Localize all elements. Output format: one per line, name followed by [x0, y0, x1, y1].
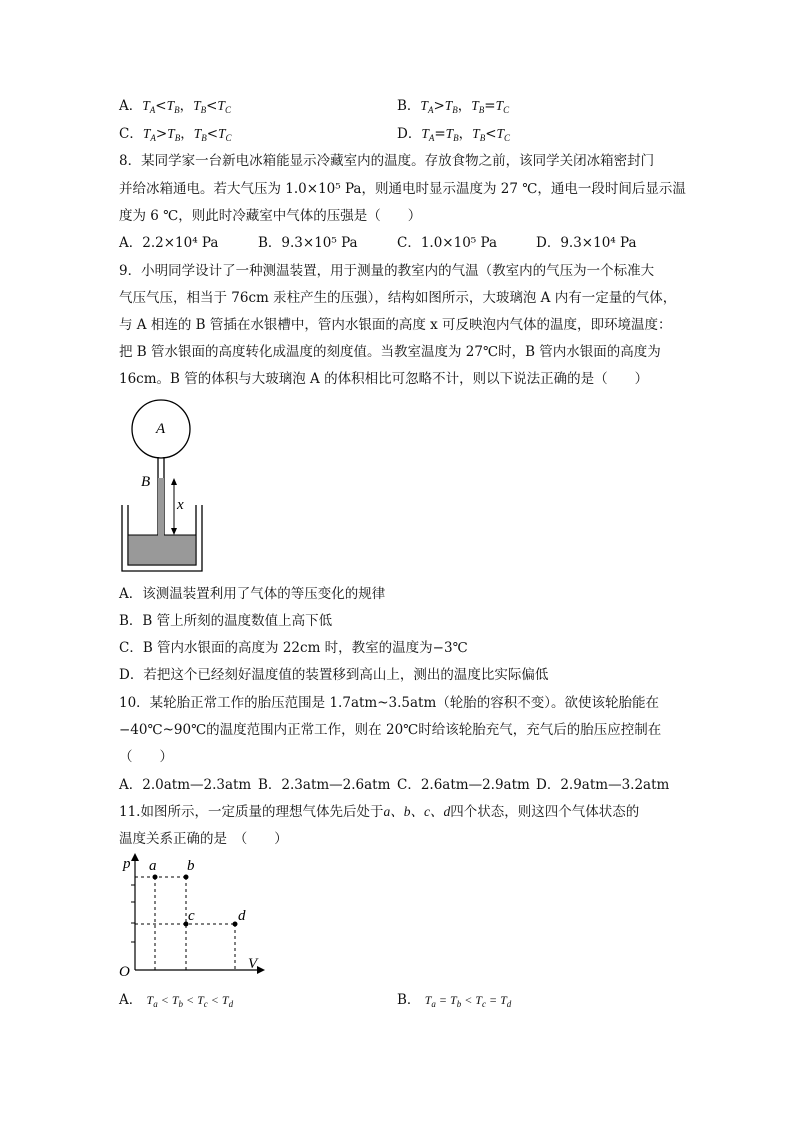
q9-text-line-3: 与 A 相连的 B 管插在水银槽中，管内水银面的高度 x 可反映泡内气体的温度，即环境温度： — [119, 317, 672, 333]
state-point-d — [233, 922, 238, 927]
q9-text-line-4: 把 B 管水银面的高度转化成温度的刻度值。当教室温度为 27℃时，B 管内水银面的高度为 — [119, 344, 661, 360]
q7-option-d[interactable]: D．$T_A=T_B$，$T_B<T_C$ — [397, 126, 511, 143]
q11-pv-diagram — [115, 850, 275, 980]
state-point-a — [153, 875, 158, 880]
q10-text-line-3: （ ） — [119, 749, 173, 765]
q9-option-b[interactable]: B．B 管上所刻的温度数值上高下低 — [119, 613, 333, 629]
q10-option-a[interactable]: A．2.0atm—2.3atm — [119, 777, 252, 793]
origin-label: O — [119, 964, 130, 980]
q9-text-line-5: 16cm。B 管的体积与大玻璃泡 A 的体积相比可忽略不计，则以下说法正确的是（ ） — [119, 371, 649, 387]
q9-option-c[interactable]: C．B 管内水银面的高度为 22cm 时，教室的温度为−3℃ — [119, 640, 468, 656]
q7-option-b[interactable]: B．$T_A>T_B$，$T_B=T_C$ — [397, 98, 510, 115]
q8-text-line-3: 度为 6 ℃，则此时冷藏室中气体的压强是（ ） — [119, 208, 422, 224]
q9-apparatus-figure — [110, 395, 220, 580]
tube-label: B — [141, 474, 151, 490]
q11-option-a-expr: $T_a < T_b < T_c < T_d$ — [146, 993, 234, 1009]
state-point-b — [184, 875, 189, 880]
v-axis-label: V — [248, 956, 258, 972]
point-label-a: a — [149, 858, 157, 874]
q10-option-b[interactable]: B．2.3atm—2.6atm — [258, 777, 391, 793]
q8-option-b[interactable]: B．9.3×10⁵ Pa — [258, 235, 358, 251]
q8-text-line-2: 并给冰箱通电。若大气压为 1.0×10⁵ Pa，则通电时显示温度为 27 ℃，通电一段时间后显示温 — [119, 181, 686, 197]
q11-text-line-1: 11.如图所示，一定质量的理想气体先后处于a、b、c、d四个状态，则这四个气体状态的 — [119, 804, 640, 820]
point-label-d: d — [238, 908, 246, 924]
trough-mercury — [128, 535, 196, 565]
height-label: x — [177, 497, 184, 513]
point-label-c: c — [188, 908, 195, 924]
q7-option-c[interactable]: C．$T_A>T_B$，$T_B<T_C$ — [119, 126, 232, 143]
bulb-label: A — [156, 421, 166, 437]
q8-text-line-1: 8．某同学家一台新电冰箱能显示冷藏室内的温度。存放食物之前，该同学关闭冰箱密封门 — [119, 153, 655, 169]
q8-option-a[interactable]: A．2.2×10⁴ Pa — [119, 235, 219, 251]
q10-option-c[interactable]: C．2.6atm—2.9atm — [397, 777, 530, 793]
q7-option-a[interactable]: A．$T_A<T_B$，$T_B<T_C$ — [119, 98, 231, 115]
q11-text-line-2: 温度关系正确的是 （ ） — [119, 831, 288, 847]
q11-option-b[interactable]: B． $T_a = T_b < T_c = T_d$ — [397, 992, 512, 1009]
q11-option-b-expr: $T_a = T_b < T_c = T_d$ — [424, 993, 512, 1009]
q8-option-c[interactable]: C．1.0×10⁵ Pa — [397, 235, 498, 251]
q9-option-d[interactable]: D．若把这个已经刻好温度值的装置移到高山上，测出的温度比实际偏低 — [119, 667, 549, 683]
tube-mercury — [158, 478, 164, 535]
point-label-b: b — [187, 858, 195, 874]
q10-text-line-2: −40℃~90℃的温度范围内正常工作，则在 20℃时给该轮胎充气，充气后的胎压应控制在 — [119, 722, 662, 738]
q8-option-d[interactable]: D．9.3×10⁴ Pa — [536, 235, 637, 251]
q9-text-line-2: 气压气压，相当于 76cm 汞柱产生的压强），结构如图所示，大玻璃泡 A 内有一定量的气体， — [119, 290, 677, 306]
q9-option-a[interactable]: A．该测温装置利用了气体的等压变化的规律 — [119, 586, 386, 602]
q9-text-line-1: 9．小明同学设计了一种测温装置，用于测量的教室内的气温（教室内的气压为一个标准大 — [119, 263, 655, 279]
q11-option-a[interactable]: A． $T_a < T_b < T_c < T_d$ — [119, 992, 234, 1009]
q10-text-line-1: 10．某轮胎正常工作的胎压范围是 1.7atm~3.5atm（轮胎的容积不变）。欲使该轮胎能在 — [119, 695, 660, 711]
p-axis-label: p — [123, 856, 131, 872]
q10-option-d[interactable]: D．2.9atm—3.2atm — [536, 777, 670, 793]
